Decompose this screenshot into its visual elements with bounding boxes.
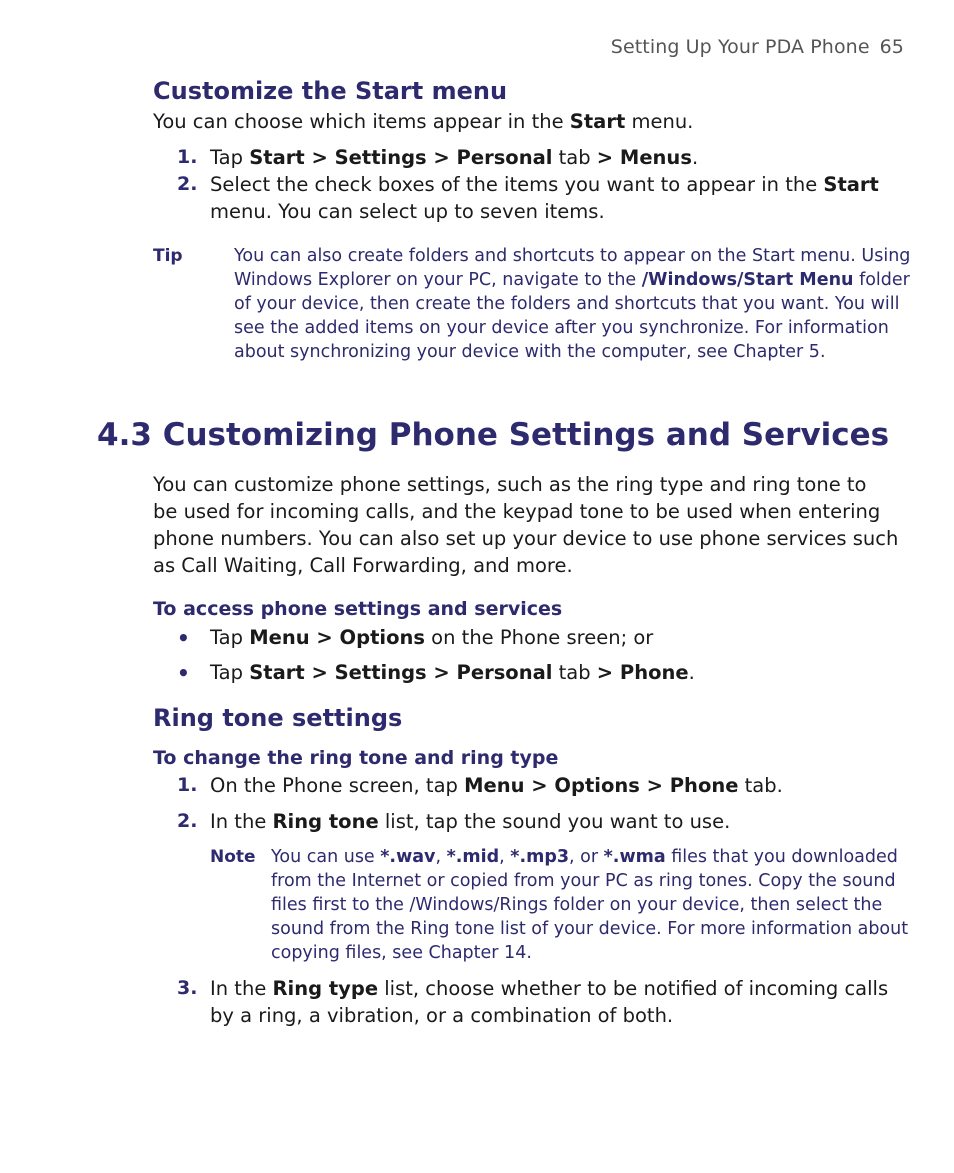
bullet-bold: > Phone bbox=[596, 661, 689, 684]
note-text-span: You can use bbox=[271, 847, 381, 867]
bullet-text: tab bbox=[552, 661, 597, 684]
paragraph-line: be used for incoming calls, and the keypad tone to be used when entering bbox=[153, 500, 881, 523]
bullet-bold: > bbox=[309, 626, 340, 649]
tip-text bbox=[234, 244, 910, 364]
bullet-text: Tap bbox=[210, 626, 250, 649]
tip-line bbox=[234, 268, 910, 292]
step-text: . bbox=[691, 146, 699, 169]
access-bullet-1 bbox=[210, 624, 653, 651]
note-text-span: files that you downloaded bbox=[665, 847, 898, 867]
tip-text-span: folder bbox=[853, 270, 910, 290]
note-text-span: , bbox=[499, 847, 511, 867]
step-number: 1. bbox=[177, 146, 198, 168]
step-bold: Start > Settings > Personal bbox=[249, 146, 553, 169]
step-bold: Ring tone bbox=[272, 810, 379, 833]
step-bold: Ring type bbox=[272, 977, 379, 1000]
note-bold: *.mp3 bbox=[510, 847, 570, 867]
step-number: 2. bbox=[177, 173, 198, 195]
note-text-span: , or bbox=[569, 847, 604, 867]
start-menu-step-1 bbox=[210, 144, 698, 171]
step-number: 3. bbox=[177, 977, 198, 999]
tip-text-span: Windows Explorer on your PC, navigate to the bbox=[234, 270, 642, 290]
step-text: Select the check boxes of the items you want to appear in the bbox=[210, 173, 824, 196]
step-text: list, tap the sound you want to use. bbox=[378, 810, 731, 833]
step-text: list, choose whether to be notified of incoming calls bbox=[378, 977, 889, 1000]
access-heading: To access phone settings and services bbox=[153, 598, 563, 620]
bullet-icon: • bbox=[177, 661, 190, 685]
step-bold: Start bbox=[823, 173, 879, 196]
ring-sub-heading: To change the ring tone and ring type bbox=[153, 747, 559, 769]
step-line: menu. You can select up to seven items. bbox=[210, 200, 605, 223]
step-line bbox=[210, 171, 879, 198]
bullet-bold: Menu bbox=[249, 626, 310, 649]
step-number: 2. bbox=[177, 810, 198, 832]
start-menu-intro-text: You can choose which items appear in the bbox=[153, 110, 570, 133]
note-bold: *.wav bbox=[380, 847, 436, 867]
step-text: In the bbox=[210, 977, 273, 1000]
note-line bbox=[271, 845, 908, 869]
bullet-text: . bbox=[688, 661, 695, 684]
running-header bbox=[611, 36, 904, 58]
note-text bbox=[271, 845, 908, 965]
tip-line: You can also create folders and shortcuts to appear on the Start menu. Using bbox=[234, 246, 911, 266]
page-number: 65 bbox=[879, 36, 904, 58]
ring-heading: Ring tone settings bbox=[153, 704, 403, 732]
tip-bold: /Windows/Start Menu bbox=[641, 270, 854, 290]
step-line: by a ring, a vibration, or a combination of both. bbox=[210, 1004, 674, 1027]
step-bold: Menu > Options > Phone bbox=[464, 774, 739, 797]
ring-step-1 bbox=[210, 772, 783, 799]
ring-step-2 bbox=[210, 808, 730, 835]
tip-line: of your device, then create the folders and shortcuts that you want. You will bbox=[234, 294, 900, 314]
ring-step-3 bbox=[210, 975, 888, 1029]
section-paragraph bbox=[153, 471, 898, 579]
tip-line: about synchronizing your device with the computer, see Chapter 5. bbox=[234, 342, 826, 362]
paragraph-line: You can customize phone settings, such as the ring type and ring tone to bbox=[153, 473, 867, 496]
section-heading: 4.3 Customizing Phone Settings and Services bbox=[97, 417, 890, 453]
step-text: tab. bbox=[738, 774, 783, 797]
bullet-text: Tap bbox=[210, 661, 250, 684]
bullet-text: on the Phone sreen; or bbox=[424, 626, 654, 649]
step-text: In the bbox=[210, 810, 273, 833]
note-text-span: , bbox=[435, 847, 447, 867]
step-text: On the Phone screen, tap bbox=[210, 774, 465, 797]
tip-label: Tip bbox=[153, 246, 183, 266]
bullet-bold: Start > Settings > Personal bbox=[249, 661, 553, 684]
step-number: 1. bbox=[177, 774, 198, 796]
note-line: sound from the Ring tone list of your device. For more information about bbox=[271, 919, 909, 939]
paragraph-line: phone numbers. You can also set up your device to use phone services such bbox=[153, 527, 899, 550]
start-menu-intro-end: menu. bbox=[625, 110, 694, 133]
bullet-bold: Options bbox=[339, 626, 425, 649]
note-bold: *.wma bbox=[603, 847, 666, 867]
running-header-title: Setting Up Your PDA Phone bbox=[610, 36, 870, 58]
step-bold: > Menus bbox=[596, 146, 692, 169]
note-line: files first to the /Windows/Rings folder on your device, then select the bbox=[271, 895, 883, 915]
step-line bbox=[210, 975, 888, 1002]
note-bold: *.mid bbox=[446, 847, 500, 867]
note-line: copying files, see Chapter 14. bbox=[271, 943, 532, 963]
start-menu-step-2 bbox=[210, 171, 879, 225]
start-menu-intro bbox=[153, 108, 693, 135]
step-text: Tap bbox=[210, 146, 250, 169]
note-label: Note bbox=[210, 847, 256, 867]
start-menu-intro-bold: Start bbox=[569, 110, 626, 133]
paragraph-line: as Call Waiting, Call Forwarding, and more. bbox=[153, 554, 573, 577]
access-bullet-2 bbox=[210, 659, 695, 686]
note-line: from the Internet or copied from your PC as ring tones. Copy the sound bbox=[271, 871, 896, 891]
step-text: tab bbox=[552, 146, 597, 169]
tip-line: see the added items on your device after you synchronize. For information bbox=[234, 318, 889, 338]
bullet-icon: • bbox=[177, 626, 190, 650]
start-menu-heading: Customize the Start menu bbox=[153, 77, 508, 105]
